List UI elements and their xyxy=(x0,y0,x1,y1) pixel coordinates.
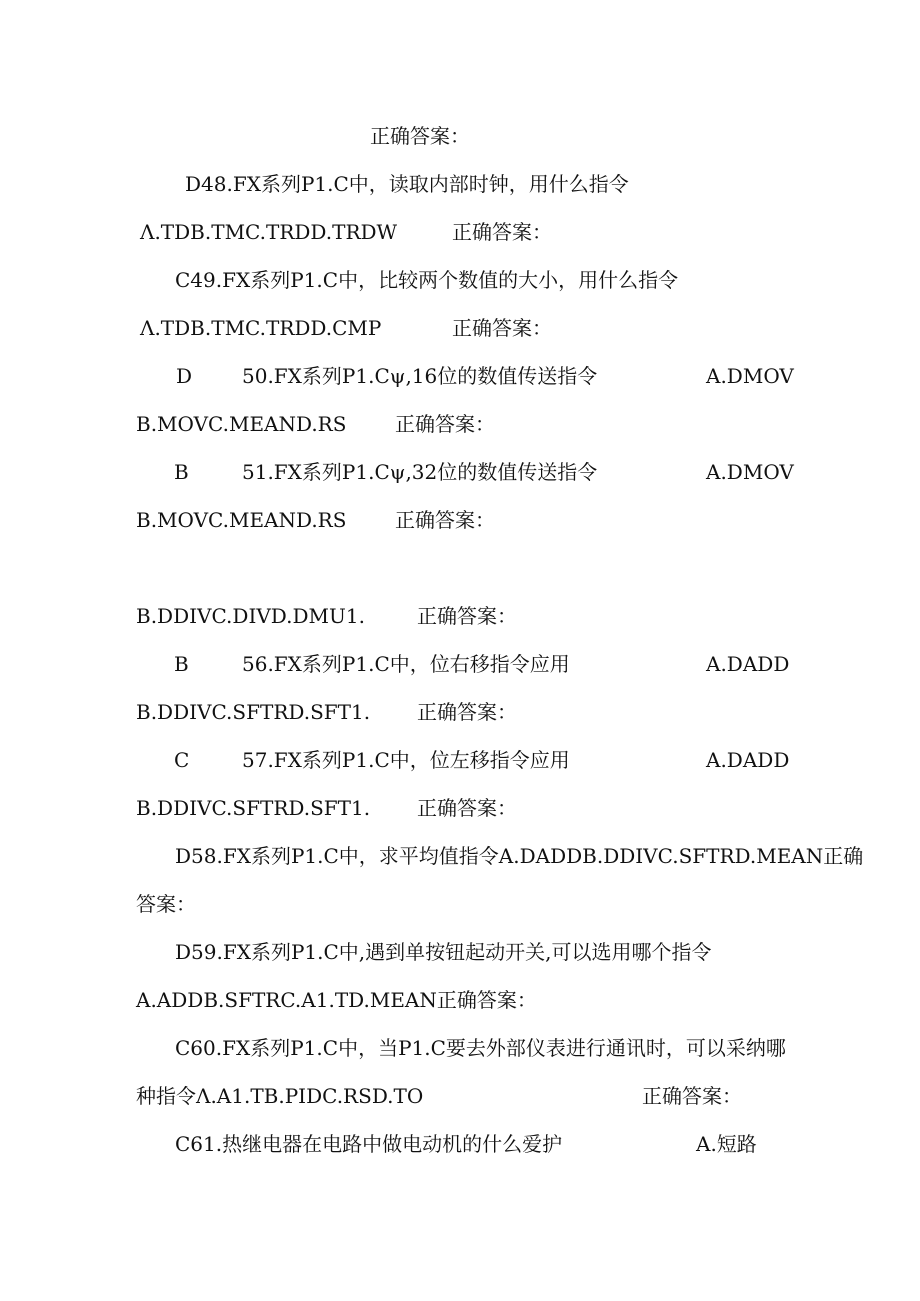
answer-letter: B xyxy=(174,652,189,676)
answer-label: 答案： xyxy=(136,892,196,916)
question-51: 51.FX系列P1.Cψ,32位的数值传送指令 xyxy=(242,460,598,484)
question-50: 50.FX系列P1.Cψ,16位的数值传送指令 xyxy=(242,364,598,388)
answer-label: 正确答案： xyxy=(370,124,470,148)
options-59: A.ADDB.SFTRC.A1.TD.MEAN正确答案： xyxy=(136,988,537,1012)
option-a: A.DADD xyxy=(706,652,790,676)
option-a: A.DMOV xyxy=(706,364,794,388)
options-50: B.MOVC.MEAND.RS xyxy=(136,412,347,436)
question-57: 57.FX系列P1.C中，位左移指令应用 xyxy=(242,748,570,772)
question-58: D58.FX系列P1.C中，求平均值指令A.DADDB.DDIVC.SFTRD.MEAN正确 xyxy=(175,844,864,868)
answer-label: 正确答案： xyxy=(417,796,517,820)
options-60: 种指令Λ.A1.TB.PIDC.RSD.TO xyxy=(136,1084,424,1108)
question-48: D48.FX系列P1.C中，读取内部时钟，用什么指令 xyxy=(185,172,629,196)
option-a: A.DADD xyxy=(706,748,790,772)
question-61: C61.热继电器在电路中做电动机的什么爱护 xyxy=(175,1132,563,1156)
answer-letter: B xyxy=(174,460,189,484)
answer-label: 正确答案： xyxy=(452,316,552,340)
answer-letter: D xyxy=(176,364,193,388)
question-59: D59.FX系列P1.C中,遇到单按钮起动开关,可以选用哪个指令 xyxy=(175,940,712,964)
options-48: Λ.TDB.TMC.TRDD.TRDW xyxy=(140,220,398,244)
answer-label: 正确答案： xyxy=(395,412,495,436)
answer-label: 正确答案： xyxy=(417,604,517,628)
answer-label: 正确答案： xyxy=(395,508,495,532)
question-60: C60.FX系列P1.C中，当P1.C要去外部仪表进行通讯时，可以采纳哪 xyxy=(175,1036,786,1060)
question-49: C49.FX系列P1.C中，比较两个数值的大小，用什么指令 xyxy=(175,268,679,292)
option-a: A.短路 xyxy=(696,1132,757,1156)
option-a: A.DMOV xyxy=(706,460,794,484)
options-49: Λ.TDB.TMC.TRDD.CMP xyxy=(140,316,382,340)
question-56: 56.FX系列P1.C中，位右移指令应用 xyxy=(242,652,570,676)
options-56: B.DDIVC.SFTRD.SFT1. xyxy=(136,700,371,724)
answer-label: 正确答案： xyxy=(642,1084,742,1108)
answer-label: 正确答案： xyxy=(417,700,517,724)
options-57: B.DDIVC.SFTRD.SFT1. xyxy=(136,796,371,820)
answer-letter: C xyxy=(174,748,190,772)
options-51: B.MOVC.MEAND.RS xyxy=(136,508,347,532)
answer-label: 正确答案： xyxy=(452,220,552,244)
options-55: B.DDIVC.DIVD.DMU1. xyxy=(136,604,365,628)
